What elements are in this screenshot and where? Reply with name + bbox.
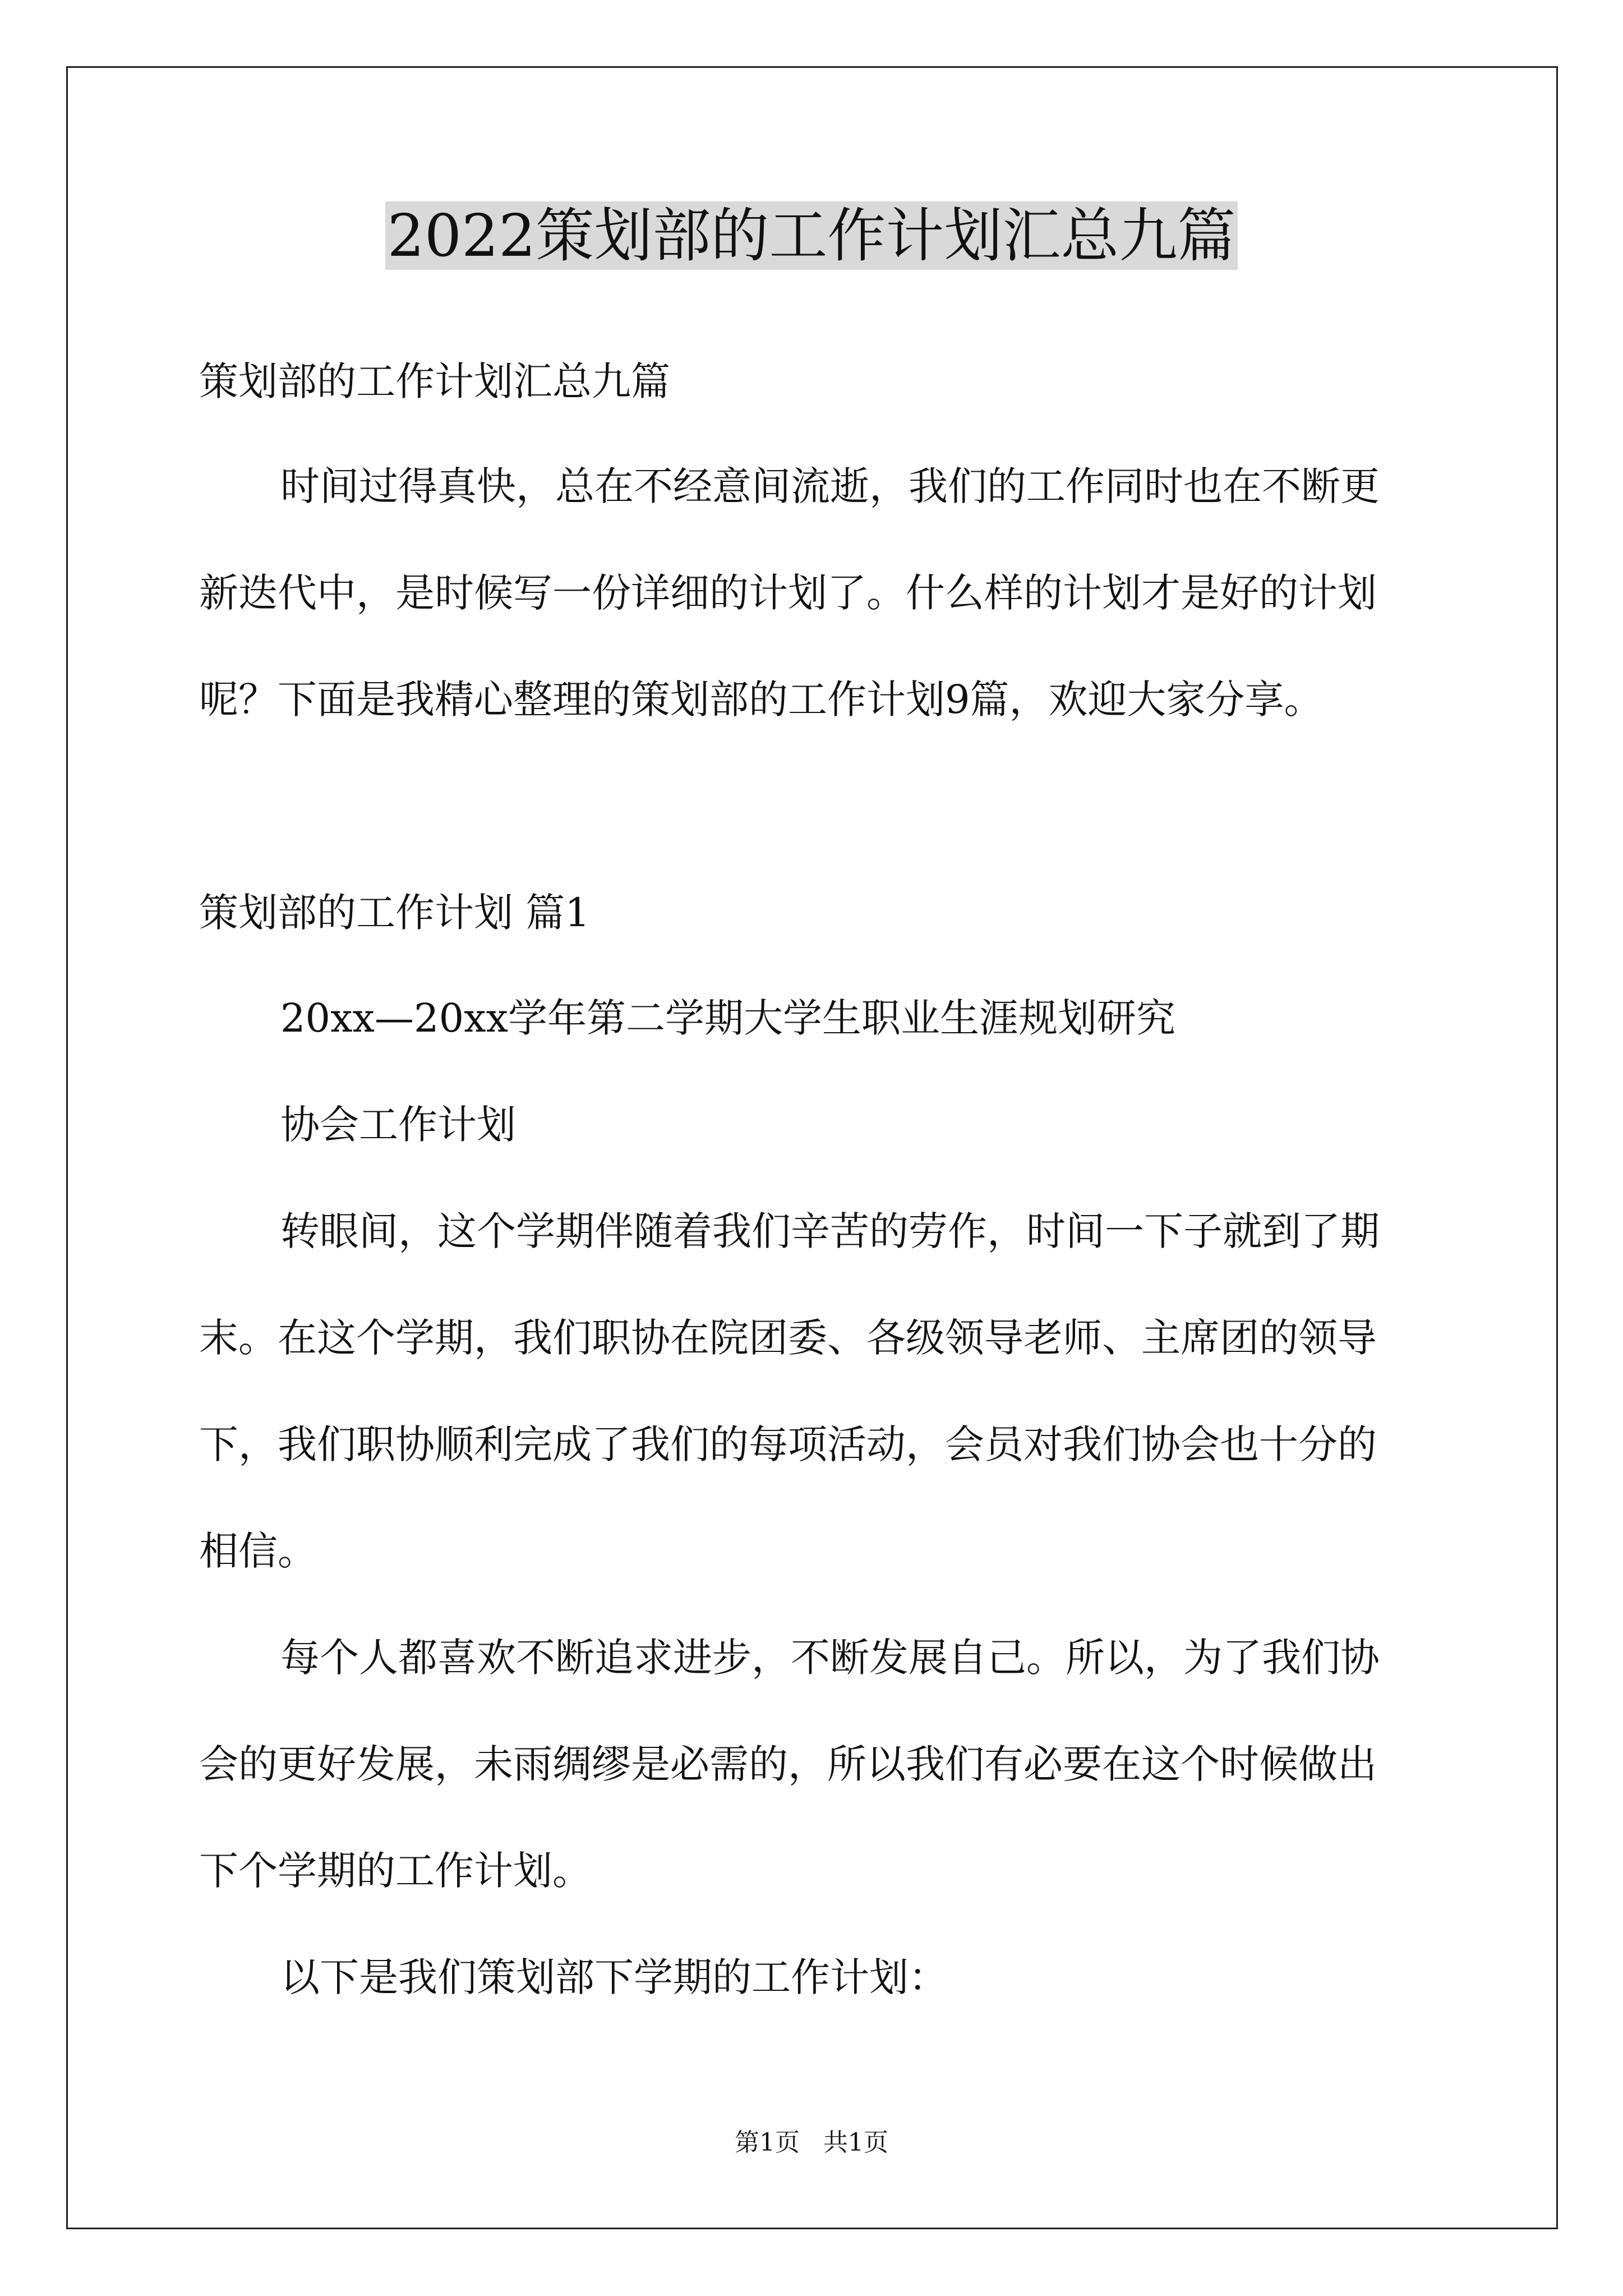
paragraph-1-line-1: 转眼间，这个学期伴随着我们辛苦的劳作，时间一下子就到了期	[280, 1208, 1380, 1254]
paragraph-1-line-3: 下，我们职协顺利完成了我们的每项活动，会员对我们协会也十分的	[199, 1421, 1377, 1467]
paragraph-3: 以下是我们策划部下学期的工作计划：	[280, 1954, 948, 2000]
paragraph-2-line-2: 会的更好发展，未雨绸缪是必需的，所以我们有必要在这个时候做出	[199, 1741, 1377, 1787]
paragraph-2-line-1: 每个人都喜欢不断追求进步，不断发展自己。所以，为了我们协	[280, 1635, 1380, 1681]
section-subtitle-1: 20xx—20xx学年第二学期大学生职业生涯规划研究	[280, 995, 1176, 1041]
page-footer: 第1页 共1页	[735, 2128, 888, 2157]
intro-line-2: 新迭代中，是时候写一份详细的计划了。什么样的计划才是好的计划	[199, 570, 1377, 616]
document-title	[0, 196, 1623, 275]
document-title-text: 2022策划部的工作计划汇总九篇	[385, 201, 1238, 270]
intro-line-1: 时间过得真快，总在不经意间流逝，我们的工作同时也在不断更	[280, 463, 1380, 509]
paragraph-2-line-3: 下个学期的工作计划。	[199, 1848, 592, 1894]
paragraph-1-line-4: 相信。	[199, 1528, 317, 1574]
paragraph-1-line-2: 末。在这个学期，我们职协在院团委、各级领导老师、主席团的领导	[199, 1315, 1377, 1361]
document-subtitle: 策划部的工作计划汇总九篇	[199, 358, 670, 404]
intro-line-3: 呢？下面是我精心整理的策划部的工作计划9篇，欢迎大家分享。	[199, 677, 1324, 723]
section-heading: 策划部的工作计划 篇1	[199, 890, 590, 936]
section-subtitle-2: 协会工作计划	[280, 1102, 516, 1148]
